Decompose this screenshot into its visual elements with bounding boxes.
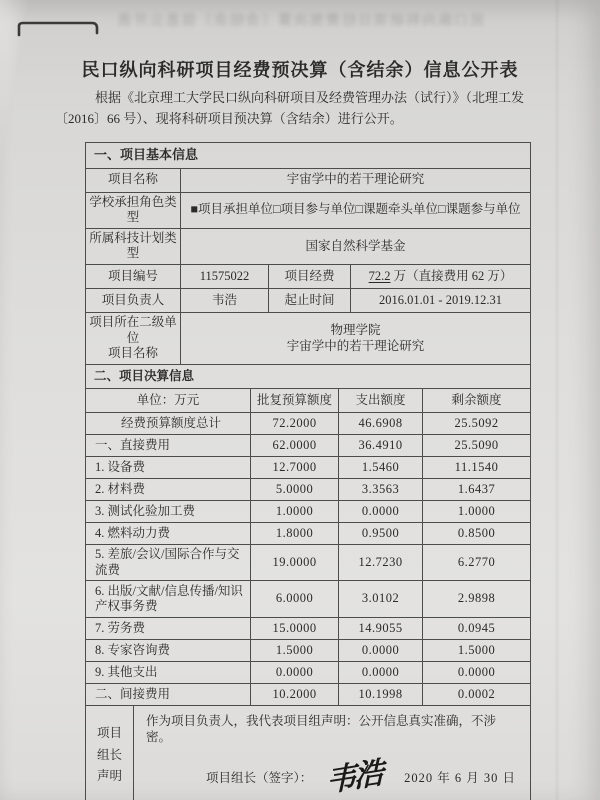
funding-value xyxy=(351,265,531,289)
unit-label-line2: 项目名称 xyxy=(107,346,158,361)
table-row xyxy=(86,478,531,500)
role-type-label: 学校承担角色类型 xyxy=(86,192,181,228)
leader-row xyxy=(86,289,531,313)
section2-header-row xyxy=(86,364,531,388)
duration-value: 2016.01.01 - 2019.12.31 xyxy=(351,289,531,313)
row-label: 4. 燃料动力费 xyxy=(86,522,251,544)
row-label: 2. 材料费 xyxy=(86,478,251,500)
funding-label: 项目经费 xyxy=(269,265,351,289)
settlement-column-header-row xyxy=(86,388,531,412)
row-budget: 1.8000 xyxy=(251,522,339,544)
row-label: 8. 专家咨询费 xyxy=(86,640,251,662)
declaration-statement: 作为项目负责人，我代表项目组声明：公开信息真实准确，不涉密。 xyxy=(146,714,497,744)
role-type-row xyxy=(86,192,531,228)
row-budget: 6.0000 xyxy=(251,581,339,618)
table-row xyxy=(86,640,531,662)
section1-header-row xyxy=(86,142,531,168)
unit-row xyxy=(86,313,531,365)
row-label: 5. 差旅/会议/国际合作与交流费 xyxy=(86,544,251,580)
project-name-row xyxy=(86,168,531,192)
row-spent: 14.9055 xyxy=(339,618,423,640)
row-spent: 3.0102 xyxy=(339,581,423,618)
row-spent: 0.0000 xyxy=(339,500,423,522)
row-budget: 19.0000 xyxy=(251,544,339,580)
table-row xyxy=(86,456,531,478)
unit-value-line1: 物理学院 xyxy=(330,322,381,337)
section2-header: 二、项目决算信息 xyxy=(86,364,531,388)
funding-suffix: 万（直接费用 62 万） xyxy=(390,268,513,283)
table-row xyxy=(86,522,531,544)
row-label: 二、间接费用 xyxy=(86,684,251,706)
page-title: 民口纵向科研项目经费预决算（含结余）信息公开表 xyxy=(81,60,519,80)
role-type-checkboxes: ■项目承担单位□项目参与单位□课题牵头单位□课题参与单位 xyxy=(181,192,531,228)
intro-line2: 〔2016〕66 号）、现将科研项目预决算（含结余）进行公开。 xyxy=(55,110,403,126)
paper-fold-line xyxy=(556,0,558,800)
declaration-side-label xyxy=(86,706,134,800)
basic-info-table xyxy=(85,142,531,365)
row-spent: 10.1998 xyxy=(339,684,423,706)
row-spent: 36.4910 xyxy=(339,434,423,456)
signature-date: 2020 年 6 月 30 日 xyxy=(404,770,516,785)
plan-type-value: 国家自然科学基金 xyxy=(181,228,531,264)
row-label: 7. 劳务费 xyxy=(86,618,251,640)
row-label: 9. 其他支出 xyxy=(86,662,251,684)
row-budget: 1.0000 xyxy=(251,500,339,522)
signature-row xyxy=(134,756,530,799)
row-remain: 25.5092 xyxy=(423,412,531,434)
duration-label: 起止时间 xyxy=(269,289,351,313)
table-row xyxy=(86,618,531,640)
row-remain: 0.0945 xyxy=(423,618,531,640)
column-header-budget: 批复预算额度 xyxy=(251,388,339,412)
row-spent: 0.0000 xyxy=(339,662,423,684)
funding-amount: 72.2 xyxy=(368,268,391,283)
table-row xyxy=(86,684,531,706)
unit-label xyxy=(86,313,181,365)
row-spent: 0.9500 xyxy=(339,522,423,544)
row-remain: 11.1540 xyxy=(423,456,531,478)
table-row xyxy=(86,581,531,618)
column-header-unit: 单位：万元 xyxy=(86,388,251,412)
settlement-table xyxy=(85,364,531,706)
unit-value-line2: 宇宙学中的若干理论研究 xyxy=(286,338,425,353)
row-label: 经费预算额度总计 xyxy=(86,412,251,434)
intro-paragraph xyxy=(55,88,549,130)
plan-type-label: 所属科技计划类型 xyxy=(86,228,181,264)
row-remain: 1.6437 xyxy=(423,478,531,500)
table-row xyxy=(86,544,531,580)
row-remain: 0.8500 xyxy=(423,522,531,544)
row-spent: 1.5460 xyxy=(339,456,423,478)
row-remain: 6.2770 xyxy=(423,544,531,580)
intro-line1: 根据《北京理工大学民口纵向科研项目及经费管理办法（试行）》（北理工发 xyxy=(95,90,525,105)
table-row xyxy=(86,662,531,684)
row-remain: 1.0000 xyxy=(423,500,531,522)
column-header-remain: 剩余额度 xyxy=(423,388,531,412)
row-budget: 62.0000 xyxy=(251,434,339,456)
row-spent: 46.6908 xyxy=(339,412,423,434)
row-remain: 2.9898 xyxy=(423,581,531,618)
table-row xyxy=(86,434,531,456)
row-remain: 0.0000 xyxy=(423,662,531,684)
row-label: 一、直接费用 xyxy=(86,434,251,456)
leader-label: 项目负责人 xyxy=(86,289,181,313)
section1-header: 一、项目基本信息 xyxy=(86,142,531,168)
handwritten-signature: 韦浩 xyxy=(326,756,383,799)
signature-label: 项目组长（签字）： xyxy=(206,770,313,785)
row-label: 3. 测试化验加工费 xyxy=(86,500,251,522)
unit-value xyxy=(181,313,531,365)
declaration-body xyxy=(134,706,531,800)
table-row xyxy=(86,412,531,434)
unit-label-line1: 项目所在二级单位 xyxy=(89,315,177,345)
row-remain: 0.0002 xyxy=(423,684,531,706)
row-budget: 12.7000 xyxy=(251,456,339,478)
project-no-value: 11575022 xyxy=(181,265,269,289)
declaration-row xyxy=(86,706,531,800)
declaration-side-line2: 组长 xyxy=(96,747,122,762)
row-label: 6. 出版/文献/信息传播/知识产权事务费 xyxy=(86,581,251,618)
declaration-side-line3: 声明 xyxy=(96,768,122,783)
row-label: 1. 设备费 xyxy=(86,456,251,478)
leader-value: 韦浩 xyxy=(181,289,269,313)
row-budget: 0.0000 xyxy=(251,662,339,684)
row-spent: 0.0000 xyxy=(339,640,423,662)
plan-type-row xyxy=(86,228,531,264)
row-remain: 25.5090 xyxy=(423,434,531,456)
project-no-row xyxy=(86,265,531,289)
declaration-table xyxy=(85,705,531,800)
column-header-spent: 支出额度 xyxy=(339,388,423,412)
row-budget: 72.2000 xyxy=(251,412,339,434)
row-budget: 5.0000 xyxy=(251,478,339,500)
row-spent: 12.7230 xyxy=(339,544,423,580)
declaration-side-line1: 项目 xyxy=(96,726,122,741)
row-budget: 10.2000 xyxy=(251,684,339,706)
table-row xyxy=(86,500,531,522)
bleedthrough-text: 民口纵向科研项目经费预决算（含结余）信息公开表 xyxy=(116,14,484,29)
row-remain: 1.5000 xyxy=(423,640,531,662)
project-name-label: 项目名称 xyxy=(86,168,181,192)
project-name-value: 宇宙学中的若干理论研究 xyxy=(181,168,531,192)
row-budget: 15.0000 xyxy=(251,618,339,640)
project-no-label: 项目编号 xyxy=(86,265,181,289)
row-spent: 3.3563 xyxy=(339,478,423,500)
row-budget: 1.5000 xyxy=(251,640,339,662)
